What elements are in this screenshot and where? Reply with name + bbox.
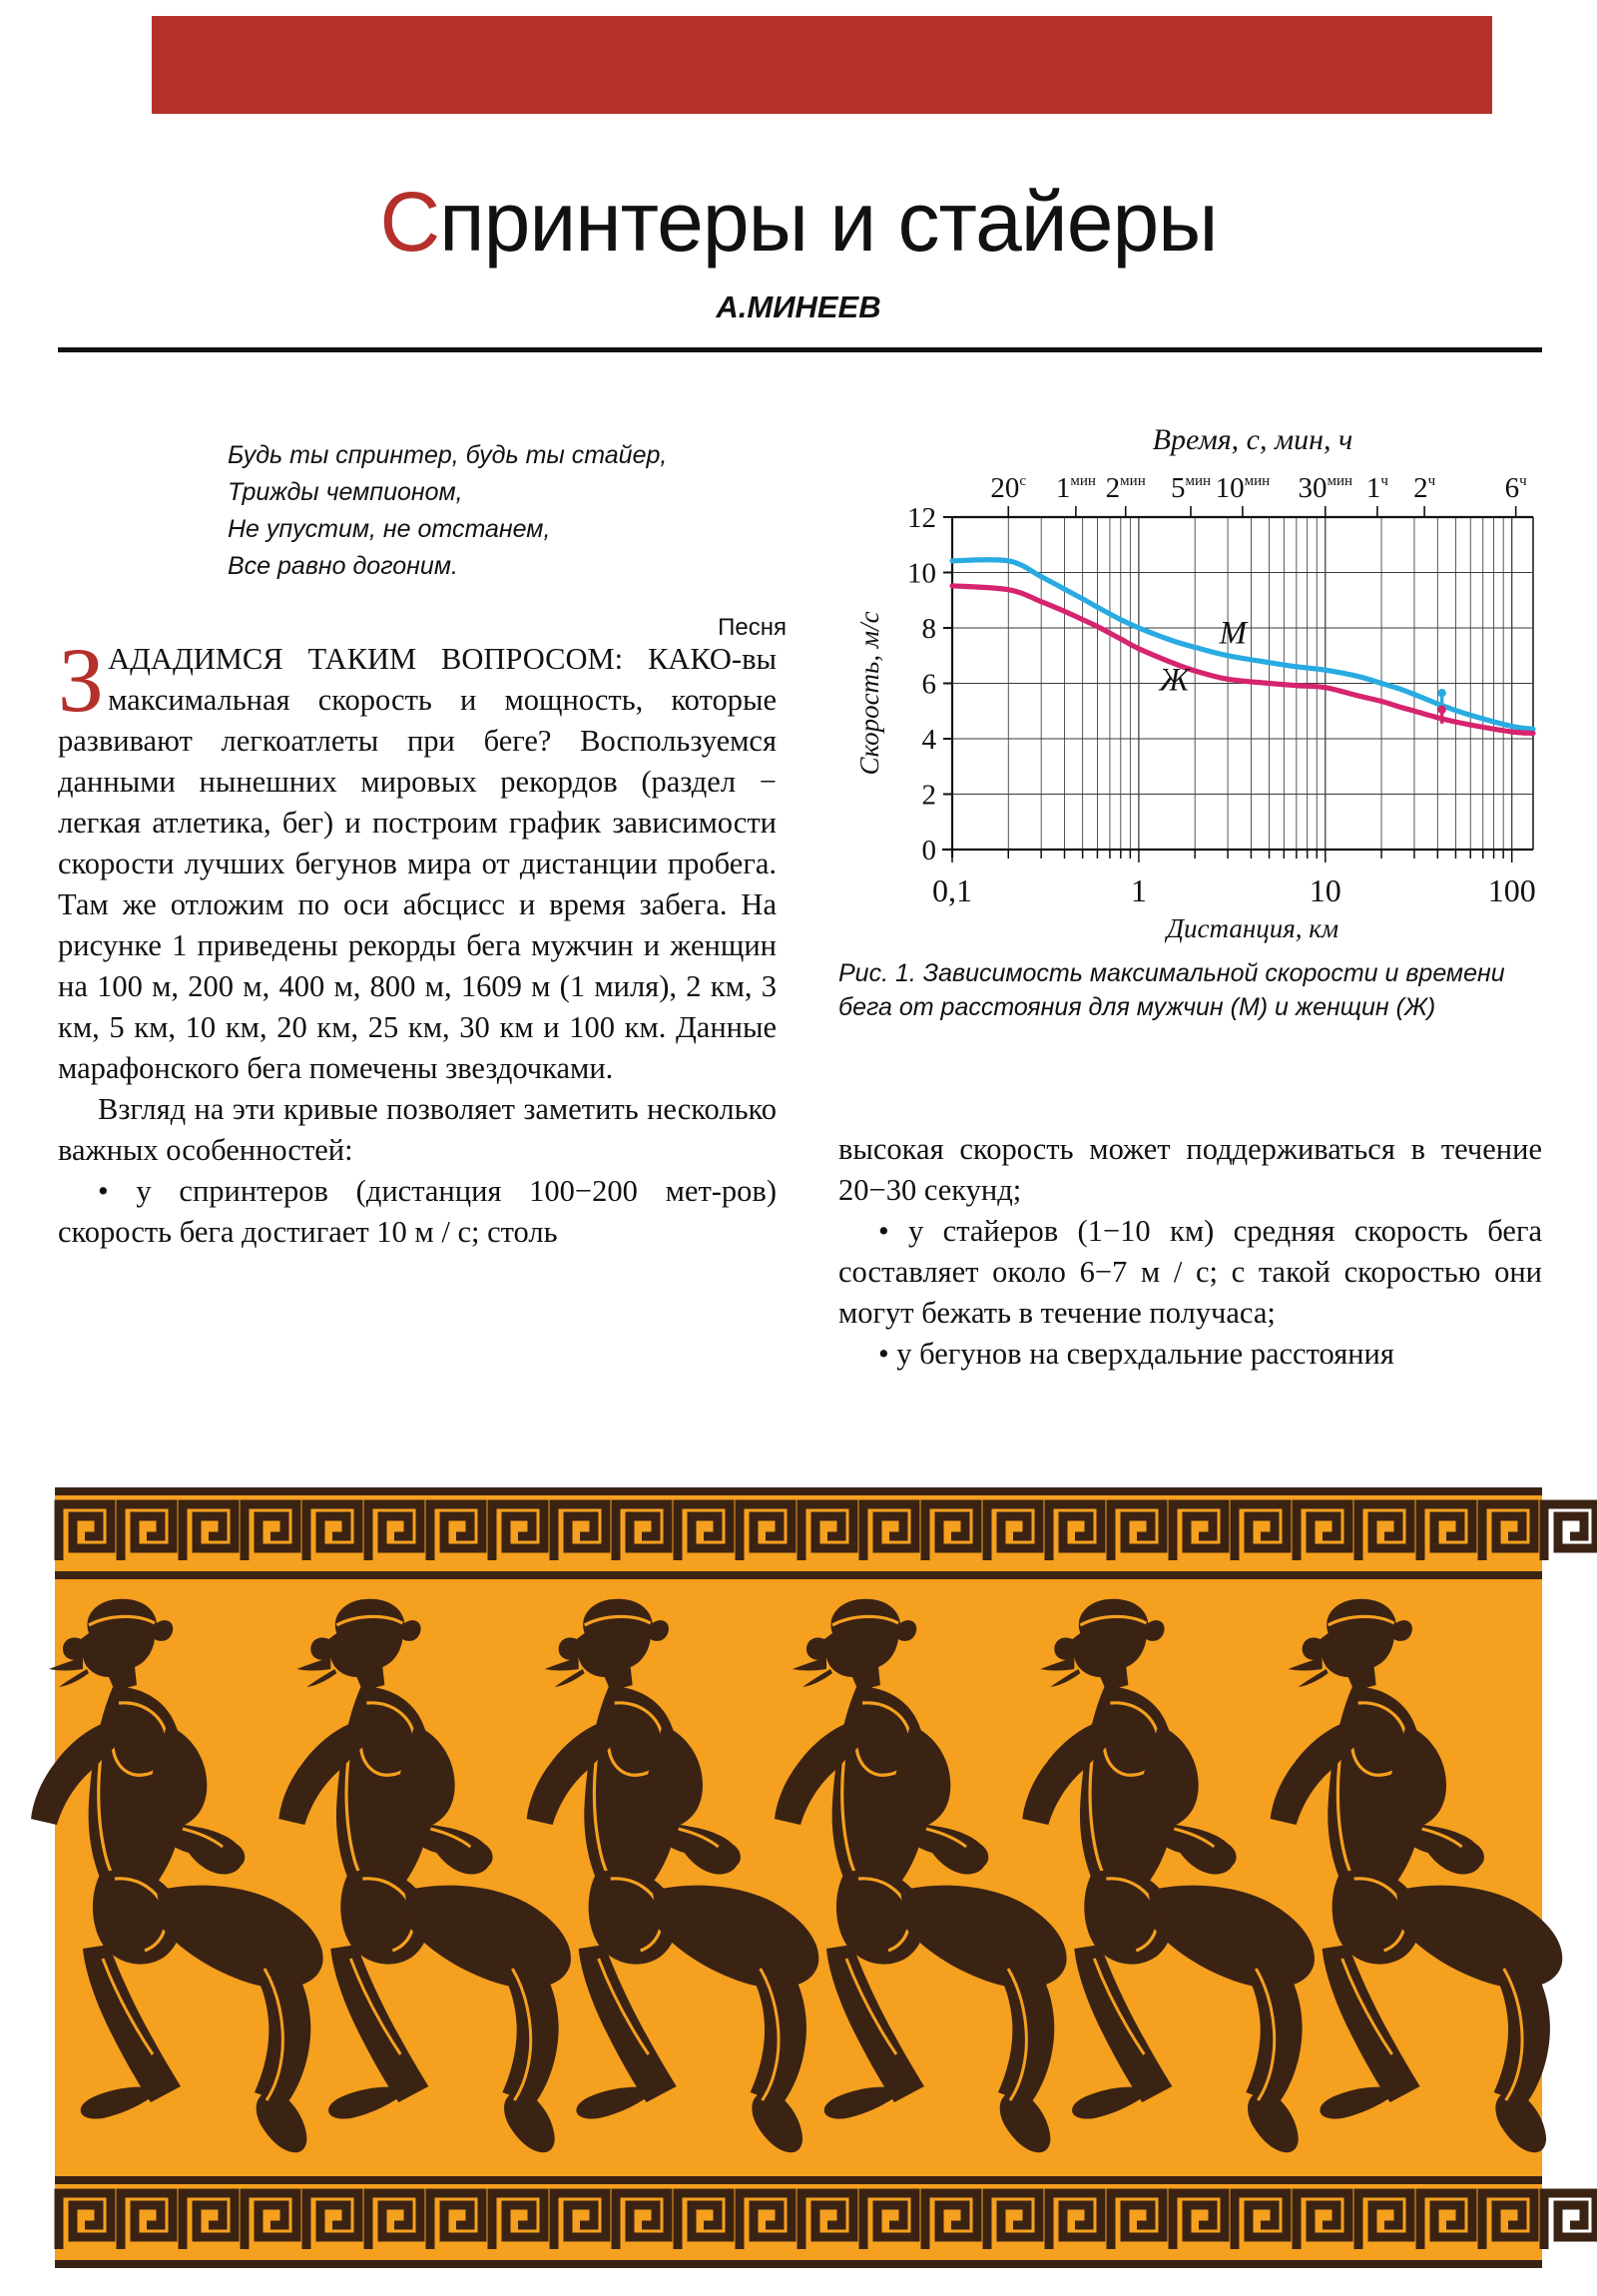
meander-unit bbox=[1297, 1504, 1348, 1560]
epigraph-line-3: Не упустим, не отстанем, bbox=[228, 515, 551, 543]
meander-unit bbox=[183, 1504, 235, 1560]
chart-top-tick-label: $6^ч$ bbox=[1504, 472, 1527, 504]
paragraph-intro-rest: вы максимальная скорость и мощность, которые развивают легкоатлеты при беге? Воспользуемся данными нынешних мировых рекордов (раздел − легкая атлетика, бег) и построим график зависимости скорости лучших бегунов мира от дистанции пробега. Там же отложим по оси абсцисс и время забега. На рисунке 1 приведены рекорды бега мужчин и женщин на 100 м, 200 м, 400 м, 800 м, 1609 м (1 миля), 2 км, 3 км, 5 км, 10 км, 20 км, 25 км, 30 км и 100 км. Данные марафонского бега помечены звездочками. bbox=[58, 642, 777, 1085]
meander-unit bbox=[430, 1504, 482, 1560]
meander-unit bbox=[1358, 1504, 1410, 1560]
bullet-stayers: • у стайеров (1−10 км) средняя скорость бега составляет около 6−7 м / с; с такой скоростью они могут бежать в течение получаса; bbox=[838, 1214, 1542, 1330]
page-title bbox=[0, 174, 1597, 271]
article-author: А.МИНЕЕВ bbox=[716, 289, 881, 324]
meander-unit bbox=[1544, 1504, 1596, 1560]
runner-figure bbox=[775, 1599, 1067, 2153]
runners-frieze bbox=[55, 1573, 1542, 2182]
meander-unit bbox=[121, 1504, 173, 1560]
header-red-banner bbox=[152, 16, 1492, 114]
meander-unit bbox=[678, 2193, 730, 2249]
meander-unit bbox=[925, 2193, 977, 2249]
greek-vase-illustration bbox=[55, 1487, 1542, 2268]
chart-x-tick-label: 100 bbox=[1487, 872, 1536, 908]
runner-figure bbox=[527, 1599, 819, 2153]
meander-unit bbox=[987, 1504, 1039, 1560]
runner-figure bbox=[1271, 1599, 1563, 2153]
chart-y-tick-label: 12 bbox=[907, 502, 936, 534]
meander-unit bbox=[925, 1504, 977, 1560]
meander-unit bbox=[740, 1504, 792, 1560]
chart-top-tick-label: $1^ч$ bbox=[1365, 472, 1388, 504]
meander-unit bbox=[1235, 2193, 1287, 2249]
meander-unit bbox=[1482, 1504, 1534, 1560]
meander-unit bbox=[987, 2193, 1039, 2249]
bullet-ultra: • у бегунов на сверхдальние расстояния bbox=[878, 1337, 1394, 1371]
paragraph-observations: Взгляд на эти кривые позволяет заметить несколько важных особенностей: bbox=[58, 1092, 777, 1167]
chart-top-axis-title: Время, с, мин, ч bbox=[1152, 423, 1353, 456]
meander-unit bbox=[1173, 2193, 1225, 2249]
chart-y-tick-label: 10 bbox=[907, 557, 936, 590]
meander-unit bbox=[863, 2193, 915, 2249]
drop-cap: З bbox=[58, 629, 105, 731]
chart-top-tick-label: $10^{мин}$ bbox=[1215, 472, 1271, 504]
page-title-initial: С bbox=[379, 175, 440, 270]
chart-top-tick-label: $20^с$ bbox=[990, 472, 1027, 504]
epigraph-line-1: Будь ты спринтер, будь ты стайер, bbox=[228, 441, 668, 469]
meander-unit bbox=[678, 1504, 730, 1560]
bullet-sprinters: • у спринтеров (дистанция 100−200 мет-ров) скорость бега достигает 10 м / с; столь bbox=[58, 1174, 777, 1249]
meander-pattern-bottom bbox=[55, 2176, 1542, 2268]
chart-x-tick-label: 0,1 bbox=[932, 872, 972, 908]
chart-series-label: M bbox=[1219, 615, 1248, 652]
chart-y-tick-label: 4 bbox=[921, 724, 936, 756]
meander-unit bbox=[863, 1504, 915, 1560]
meander-unit bbox=[306, 2193, 358, 2249]
meander-unit bbox=[1173, 1504, 1225, 1560]
chart-y-axis-label: Скорость, м/с bbox=[854, 611, 884, 776]
meander-unit bbox=[245, 2193, 296, 2249]
figure-caption: Рис. 1. Зависимость максимальной скорости и времени бега от расстояния для мужчин (М) и женщин (Ж) bbox=[838, 959, 1505, 1021]
meander-unit bbox=[801, 1504, 853, 1560]
meander-unit bbox=[1544, 2193, 1596, 2249]
meander-unit bbox=[59, 2193, 111, 2249]
meander-unit bbox=[554, 1504, 606, 1560]
meander-unit bbox=[492, 1504, 544, 1560]
meander-unit bbox=[1111, 1504, 1163, 1560]
epigraph-line-2: Трижды чемпионом, bbox=[228, 478, 463, 506]
meander-unit bbox=[121, 2193, 173, 2249]
meander-unit bbox=[1111, 2193, 1163, 2249]
chart-series-label: Ж bbox=[1159, 662, 1190, 699]
meander-edge-bar bbox=[55, 2260, 1542, 2268]
meander-unit bbox=[1420, 2193, 1472, 2249]
meander-border-top bbox=[55, 1487, 1542, 1579]
paragraph-intro-lead: АДАДИМСЯ ТАКИМ ВОПРОСОМ: КАКО- bbox=[108, 642, 743, 676]
meander-pattern-top bbox=[55, 1487, 1542, 1579]
meander-unit bbox=[1358, 2193, 1410, 2249]
meander-unit bbox=[616, 2193, 668, 2249]
meander-unit bbox=[1297, 2193, 1348, 2249]
chart-x-tick-label: 1 bbox=[1130, 872, 1147, 908]
chart-svg bbox=[834, 415, 1545, 943]
meander-unit bbox=[368, 1504, 420, 1560]
chart-top-tick-label: $2^ч$ bbox=[1413, 472, 1436, 504]
meander-unit bbox=[183, 2193, 235, 2249]
meander-unit bbox=[1049, 1504, 1101, 1560]
body-column-right bbox=[838, 1129, 1542, 1375]
paragraph-intro bbox=[58, 629, 777, 1089]
meander-edge-bar bbox=[55, 1487, 1542, 1495]
meander-unit bbox=[1482, 2193, 1534, 2249]
meander-unit bbox=[245, 1504, 296, 1560]
chart-x-tick-label: 10 bbox=[1309, 872, 1341, 908]
meander-unit bbox=[492, 2193, 544, 2249]
meander-unit bbox=[801, 2193, 853, 2249]
bullet-sprinters-cont: высокая скорость может поддерживаться в течение 20−30 секунд; bbox=[838, 1132, 1542, 1207]
meander-unit bbox=[430, 2193, 482, 2249]
meander-unit bbox=[1420, 1504, 1472, 1560]
chart-y-tick-label: 0 bbox=[921, 835, 936, 866]
page-title-rest: принтеры и стайеры bbox=[439, 175, 1218, 270]
header-divider-rule bbox=[58, 347, 1542, 352]
chart-top-tick-label: $2^{мин}$ bbox=[1105, 472, 1146, 504]
figure-speed-vs-distance bbox=[834, 415, 1545, 943]
runner-figure bbox=[1022, 1599, 1315, 2153]
chart-y-tick-label: 6 bbox=[921, 668, 936, 701]
meander-unit bbox=[368, 2193, 420, 2249]
chart-x-axis-label: Дистанция, км bbox=[1166, 913, 1339, 943]
meander-unit bbox=[616, 1504, 668, 1560]
runner-figure bbox=[31, 1599, 323, 2153]
meander-unit bbox=[1049, 2193, 1101, 2249]
chart-top-tick-label: $1^{мин}$ bbox=[1055, 472, 1096, 504]
epigraph bbox=[228, 437, 787, 646]
meander-unit bbox=[59, 1504, 111, 1560]
meander-unit bbox=[554, 2193, 606, 2249]
meander-border-bottom bbox=[55, 2176, 1542, 2268]
body-column-left bbox=[58, 629, 777, 1253]
chart-y-tick-label: 8 bbox=[921, 613, 936, 645]
epigraph-line-4: Все равно догоним. bbox=[228, 552, 458, 580]
chart-top-tick-label: $30^{мин}$ bbox=[1298, 472, 1353, 504]
meander-unit bbox=[306, 1504, 358, 1560]
chart-top-tick-label: $5^{мин}$ bbox=[1170, 472, 1212, 504]
meander-edge-bar bbox=[55, 2176, 1542, 2184]
runner-figure bbox=[278, 1599, 571, 2153]
meander-unit bbox=[1235, 1504, 1287, 1560]
chart-y-tick-label: 2 bbox=[921, 779, 936, 812]
epigraph-source: Песня bbox=[718, 614, 787, 641]
meander-unit bbox=[740, 2193, 792, 2249]
